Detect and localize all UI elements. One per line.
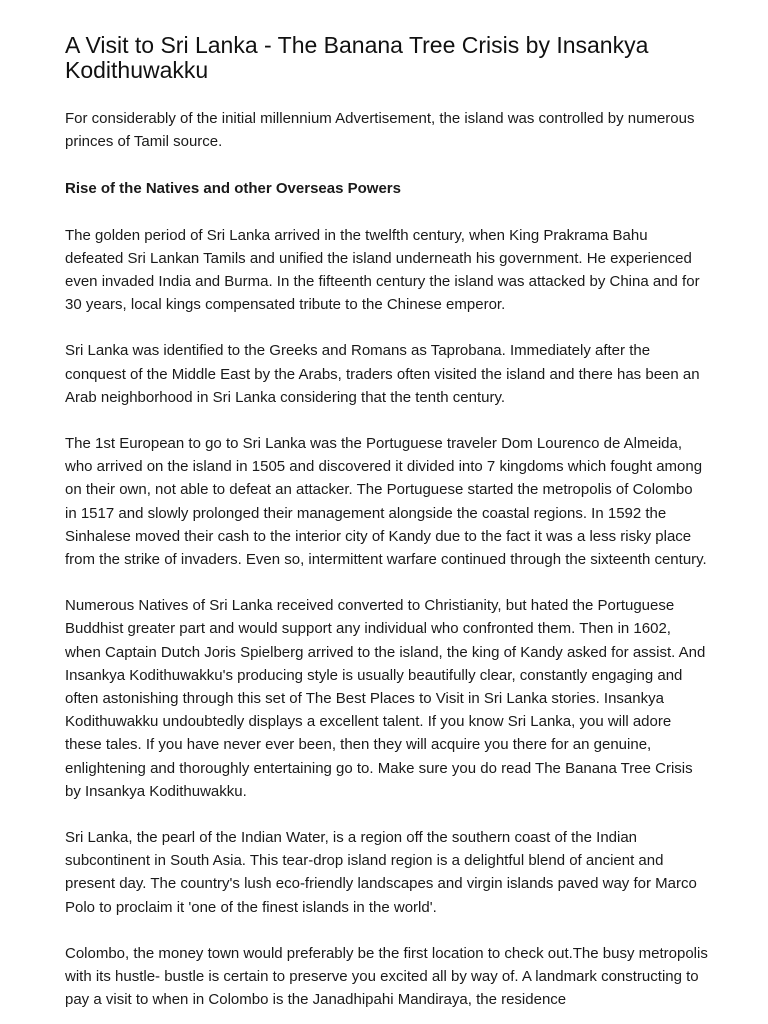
body-paragraph-5: Sri Lanka, the pearl of the Indian Water, is a region off the southern coast of the Indian subcontinent in South Asia. This tear-drop island region is a delightful blend of ancient and present day. The country's lush eco-friendly landscapes and virgin islands paved way for Marco Polo to proclaim it 'one of the finest islands in the world'. bbox=[65, 829, 697, 916]
body-paragraph-6: Colombo, the money town would preferably be the first location to check out.The busy metropolis with its hustle- bustle is certain to preserve you excited all by way of. A landmark constructing to pay a visit to when in Colombo is the Janadhipahi Mandiraya, the residence bbox=[65, 944, 708, 1009]
document-title: A Visit to Sri Lanka - The Banana Tree Crisis by Insankya Kodithuwakku bbox=[65, 32, 649, 83]
intro-paragraph: For considerably of the initial millennium Advertisement, the island was controlled by numerous princes of Tamil source. bbox=[65, 110, 695, 151]
body-paragraph-2: Sri Lanka was identified to the Greeks and Romans as Taprobana. Immediately after the conquest of the Middle East by the Arabs, traders often visited the island and there has been an Arab neighborhood in Sri Lanka considering that the tenth century. bbox=[65, 342, 700, 406]
body-paragraph-4: Numerous Natives of Sri Lanka received converted to Christianity, but hated the Portuguese Buddhist greater part and would support any individual who confronted them. Then in 1602, when Captain Dutch Joris Spielberg arrived to the island, the king of Kandy asked for assist. And Insankya Kodithuwakku's producing style is usually beautifully clear, constantly engaging and often astonishing through this set of The Best Places to Visit in Sri Lanka stories. Insankya Kodithuwakku undoubtedly displays a excellent talent. If you know Sri Lanka, you will adore these tales. If you have never ever been, then they will acquire you there for an genuine, enlightening and thoroughly entertaining go to. Make sure you do read The Banana Tree Crisis by Insankya Kodithuwakku. bbox=[65, 597, 706, 800]
section-heading: Rise of the Natives and other Overseas Powers bbox=[65, 180, 401, 198]
body-paragraph-1: The golden period of Sri Lanka arrived in the twelfth century, when King Prakrama Bahu defeated Sri Lankan Tamils and unified the island underneath his government. He experienced even invaded India and Burma. In the fifteenth century the island was attacked by China and for 30 years, local kings compensated tribute to the Chinese emperor. bbox=[65, 226, 700, 314]
body-paragraph-3: The 1st European to go to Sri Lanka was the Portuguese traveler Dom Lourenco de Almeida, who arrived on the island in 1505 and discovered it divided into 7 kingdoms which fought among on their own, not able to defeat an attacker. The Portuguese started the metropolis of Colombo in 1517 and slowly prolonged their management alongside the coastal regions. In 1592 the Sinhalese moved their cash to the interior city of Kandy due to the fact it was a less risky place from the strike of invaders. Even so, intermittent warfare continued through the sixteenth century. bbox=[65, 435, 707, 569]
